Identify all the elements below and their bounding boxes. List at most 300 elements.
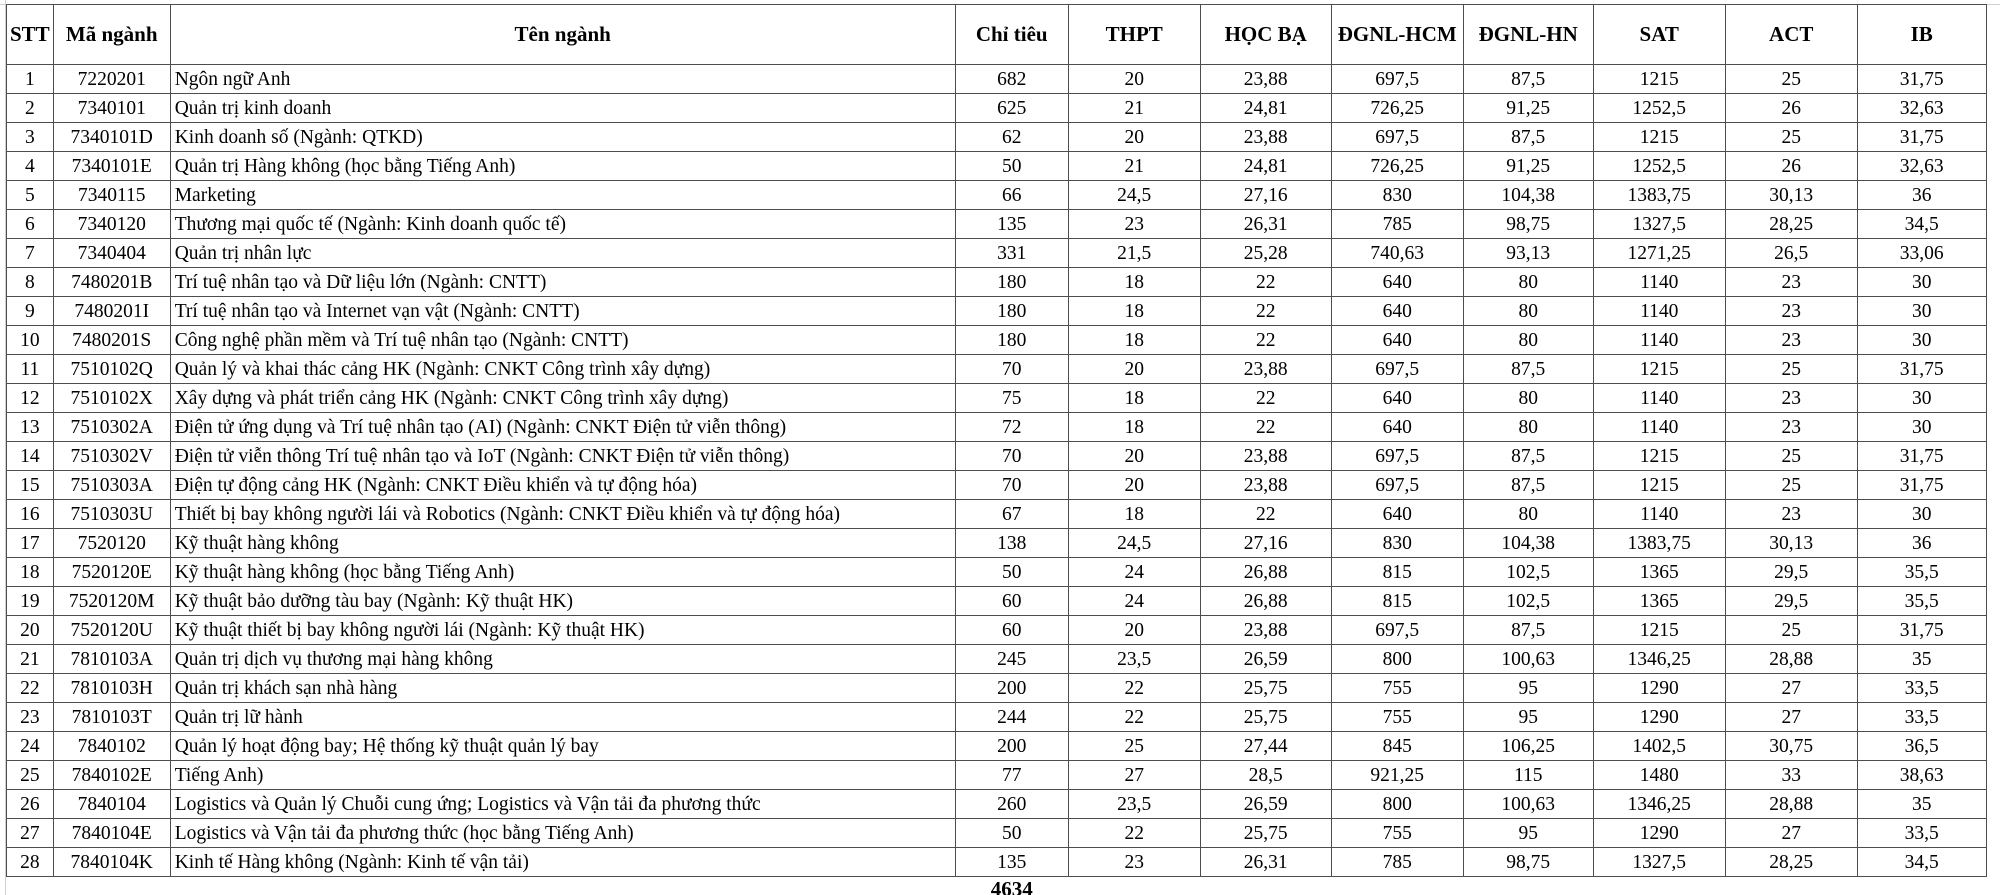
cell-dgnl-hcm[interactable]: 697,5 — [1331, 471, 1463, 500]
cell-sat[interactable]: 1480 — [1593, 761, 1725, 790]
cell-hoc-ba[interactable]: 25,75 — [1200, 674, 1331, 703]
cell-thpt[interactable]: 20 — [1068, 65, 1200, 94]
cell-dgnl-hn[interactable]: 102,5 — [1463, 558, 1593, 587]
cell-dgnl-hcm[interactable]: 697,5 — [1331, 123, 1463, 152]
cell-thpt[interactable]: 18 — [1068, 384, 1200, 413]
cell-chi-tieu[interactable]: 625 — [955, 94, 1068, 123]
cell-dgnl-hcm[interactable]: 785 — [1331, 210, 1463, 239]
cell-stt[interactable]: 19 — [7, 587, 54, 616]
cell-ma-nganh[interactable]: 7810103A — [53, 645, 170, 674]
cell-act[interactable]: 23 — [1725, 326, 1857, 355]
cell-ma-nganh[interactable]: 7510303U — [53, 500, 170, 529]
cell-hoc-ba[interactable]: 23,88 — [1200, 355, 1331, 384]
cell-chi-tieu[interactable]: 62 — [955, 123, 1068, 152]
cell-ma-nganh[interactable]: 7340115 — [53, 181, 170, 210]
cell-ma-nganh[interactable]: 7840104K — [53, 848, 170, 877]
cell-ib[interactable]: 31,75 — [1857, 65, 1986, 94]
cell-ten-nganh[interactable]: Điện tử viễn thông Trí tuệ nhân tạo và IoT (Ngành: CNKT Điện tử viễn thông) — [170, 442, 955, 471]
cell-chi-tieu[interactable]: 200 — [955, 674, 1068, 703]
cell-dgnl-hcm[interactable]: 845 — [1331, 732, 1463, 761]
cell-ma-nganh[interactable]: 7510302V — [53, 442, 170, 471]
cell-dgnl-hcm[interactable]: 800 — [1331, 645, 1463, 674]
cell-dgnl-hn[interactable]: 80 — [1463, 326, 1593, 355]
cell-ten-nganh[interactable]: Trí tuệ nhân tạo và Internet vạn vật (Ngành: CNTT) — [170, 297, 955, 326]
cell-stt[interactable]: 20 — [7, 616, 54, 645]
cell-sat[interactable]: 1215 — [1593, 442, 1725, 471]
cell-ib[interactable]: 36,5 — [1857, 732, 1986, 761]
cell-act[interactable]: 27 — [1725, 819, 1857, 848]
cell-ma-nganh[interactable]: 7340101D — [53, 123, 170, 152]
cell-dgnl-hcm[interactable]: 815 — [1331, 587, 1463, 616]
cell-dgnl-hn[interactable]: 115 — [1463, 761, 1593, 790]
cell-thpt[interactable]: 23 — [1068, 848, 1200, 877]
cell-ib[interactable]: 33,5 — [1857, 674, 1986, 703]
cell-sat[interactable]: 1365 — [1593, 558, 1725, 587]
cell-ten-nganh[interactable]: Marketing — [170, 181, 955, 210]
cell-sat[interactable]: 1215 — [1593, 355, 1725, 384]
cell-ma-nganh[interactable]: 7510302A — [53, 413, 170, 442]
cell-ten-nganh[interactable]: Tiếng Anh) — [170, 761, 955, 790]
cell-ib[interactable]: 30 — [1857, 268, 1986, 297]
cell-act[interactable]: 29,5 — [1725, 587, 1857, 616]
cell-dgnl-hcm[interactable]: 740,63 — [1331, 239, 1463, 268]
cell-hoc-ba[interactable]: 26,31 — [1200, 848, 1331, 877]
cell-hoc-ba[interactable]: 23,88 — [1200, 442, 1331, 471]
cell-sat[interactable]: 1327,5 — [1593, 210, 1725, 239]
cell-stt[interactable]: 14 — [7, 442, 54, 471]
cell-act[interactable]: 25 — [1725, 65, 1857, 94]
cell-ma-nganh[interactable]: 7840104 — [53, 790, 170, 819]
cell-sat[interactable]: 1346,25 — [1593, 645, 1725, 674]
cell-act[interactable]: 28,25 — [1725, 210, 1857, 239]
cell-ib[interactable]: 35,5 — [1857, 587, 1986, 616]
cell-stt[interactable]: 6 — [7, 210, 54, 239]
cell-ten-nganh[interactable]: Quản lý hoạt động bay; Hệ thống kỹ thuật quản lý bay — [170, 732, 955, 761]
cell-chi-tieu[interactable]: 75 — [955, 384, 1068, 413]
cell-stt[interactable]: 8 — [7, 268, 54, 297]
cell-dgnl-hcm[interactable]: 785 — [1331, 848, 1463, 877]
cell-ma-nganh[interactable]: 7810103H — [53, 674, 170, 703]
cell-ma-nganh[interactable]: 7480201I — [53, 297, 170, 326]
cell-chi-tieu[interactable]: 50 — [955, 152, 1068, 181]
cell-thpt[interactable]: 24,5 — [1068, 181, 1200, 210]
cell-ib[interactable]: 31,75 — [1857, 442, 1986, 471]
cell-dgnl-hcm[interactable]: 800 — [1331, 790, 1463, 819]
cell-chi-tieu[interactable]: 138 — [955, 529, 1068, 558]
cell-ma-nganh[interactable]: 7510102X — [53, 384, 170, 413]
cell-chi-tieu[interactable]: 682 — [955, 65, 1068, 94]
cell-ma-nganh[interactable]: 7340120 — [53, 210, 170, 239]
cell-dgnl-hcm[interactable]: 640 — [1331, 384, 1463, 413]
cell-ten-nganh[interactable]: Kinh tế Hàng không (Ngành: Kinh tế vận tải) — [170, 848, 955, 877]
cell-sat[interactable]: 1365 — [1593, 587, 1725, 616]
cell-ib[interactable]: 34,5 — [1857, 210, 1986, 239]
cell-dgnl-hn[interactable]: 80 — [1463, 268, 1593, 297]
cell-act[interactable]: 25 — [1725, 471, 1857, 500]
cell-dgnl-hcm[interactable]: 697,5 — [1331, 616, 1463, 645]
cell-dgnl-hn[interactable]: 80 — [1463, 384, 1593, 413]
cell-ten-nganh[interactable]: Logistics và Vận tải đa phương thức (học bằng Tiếng Anh) — [170, 819, 955, 848]
cell-ten-nganh[interactable]: Kỹ thuật thiết bị bay không người lái (Ngành: Kỹ thuật HK) — [170, 616, 955, 645]
cell-ib[interactable]: 30 — [1857, 326, 1986, 355]
cell-ten-nganh[interactable]: Điện tự động cảng HK (Ngành: CNKT Điều khiển và tự động hóa) — [170, 471, 955, 500]
cell-hoc-ba[interactable]: 22 — [1200, 413, 1331, 442]
cell-dgnl-hcm[interactable]: 726,25 — [1331, 152, 1463, 181]
cell-hoc-ba[interactable]: 26,59 — [1200, 790, 1331, 819]
header-hoc-ba[interactable]: HỌC BẠ — [1200, 5, 1331, 65]
cell-chi-tieu[interactable]: 244 — [955, 703, 1068, 732]
cell-dgnl-hn[interactable]: 87,5 — [1463, 471, 1593, 500]
cell-thpt[interactable]: 18 — [1068, 297, 1200, 326]
cell-thpt[interactable]: 18 — [1068, 268, 1200, 297]
cell-act[interactable]: 23 — [1725, 297, 1857, 326]
cell-dgnl-hn[interactable]: 98,75 — [1463, 210, 1593, 239]
cell-sat[interactable]: 1252,5 — [1593, 152, 1725, 181]
cell-stt[interactable]: 15 — [7, 471, 54, 500]
cell-ib[interactable]: 31,75 — [1857, 355, 1986, 384]
cell-sat[interactable]: 1140 — [1593, 326, 1725, 355]
cell-sat[interactable]: 1140 — [1593, 413, 1725, 442]
cell-ib[interactable]: 30 — [1857, 500, 1986, 529]
cell-ten-nganh[interactable]: Thương mại quốc tế (Ngành: Kinh doanh quốc tế) — [170, 210, 955, 239]
cell-dgnl-hn[interactable]: 106,25 — [1463, 732, 1593, 761]
cell-ten-nganh[interactable]: Quản trị dịch vụ thương mại hàng không — [170, 645, 955, 674]
cell-ma-nganh[interactable]: 7480201B — [53, 268, 170, 297]
cell-thpt[interactable]: 22 — [1068, 819, 1200, 848]
cell-hoc-ba[interactable]: 26,59 — [1200, 645, 1331, 674]
cell-sat[interactable]: 1140 — [1593, 297, 1725, 326]
cell-sat[interactable]: 1290 — [1593, 703, 1725, 732]
cell-ib[interactable]: 34,5 — [1857, 848, 1986, 877]
header-chi-tieu[interactable]: Chỉ tiêu — [955, 5, 1068, 65]
cell-act[interactable]: 26,5 — [1725, 239, 1857, 268]
cell-ma-nganh[interactable]: 7220201 — [53, 65, 170, 94]
cell-stt[interactable]: 18 — [7, 558, 54, 587]
cell-ma-nganh[interactable]: 7520120M — [53, 587, 170, 616]
cell-ma-nganh[interactable]: 7480201S — [53, 326, 170, 355]
cell-act[interactable]: 28,88 — [1725, 790, 1857, 819]
cell-thpt[interactable]: 27 — [1068, 761, 1200, 790]
cell-dgnl-hn[interactable]: 95 — [1463, 703, 1593, 732]
cell-dgnl-hn[interactable]: 80 — [1463, 500, 1593, 529]
cell-dgnl-hn[interactable]: 87,5 — [1463, 123, 1593, 152]
cell-stt[interactable]: 25 — [7, 761, 54, 790]
cell-hoc-ba[interactable]: 24,81 — [1200, 94, 1331, 123]
cell-thpt[interactable]: 21 — [1068, 94, 1200, 123]
cell-thpt[interactable]: 21 — [1068, 152, 1200, 181]
cell-dgnl-hn[interactable]: 87,5 — [1463, 65, 1593, 94]
cell-thpt[interactable]: 24 — [1068, 587, 1200, 616]
cell-thpt[interactable]: 20 — [1068, 442, 1200, 471]
cell-ib[interactable]: 33,5 — [1857, 703, 1986, 732]
cell-stt[interactable]: 24 — [7, 732, 54, 761]
cell-stt[interactable]: 27 — [7, 819, 54, 848]
cell-dgnl-hcm[interactable]: 640 — [1331, 326, 1463, 355]
cell-ten-nganh[interactable]: Kỹ thuật hàng không (học bằng Tiếng Anh) — [170, 558, 955, 587]
header-ma-nganh[interactable]: Mã ngành — [53, 5, 170, 65]
cell-ten-nganh[interactable]: Quản trị khách sạn nhà hàng — [170, 674, 955, 703]
cell-ten-nganh[interactable]: Quản trị lữ hành — [170, 703, 955, 732]
cell-ma-nganh[interactable]: 7340101E — [53, 152, 170, 181]
cell-chi-tieu[interactable]: 50 — [955, 558, 1068, 587]
cell-act[interactable]: 23 — [1725, 384, 1857, 413]
cell-sat[interactable]: 1290 — [1593, 674, 1725, 703]
cell-ma-nganh[interactable]: 7510303A — [53, 471, 170, 500]
cell-ma-nganh[interactable]: 7510102Q — [53, 355, 170, 384]
cell-dgnl-hn[interactable]: 104,38 — [1463, 181, 1593, 210]
cell-act[interactable]: 27 — [1725, 674, 1857, 703]
cell-chi-tieu[interactable]: 60 — [955, 616, 1068, 645]
cell-sat[interactable]: 1252,5 — [1593, 94, 1725, 123]
cell-dgnl-hn[interactable]: 80 — [1463, 413, 1593, 442]
header-ib[interactable]: IB — [1857, 5, 1986, 65]
cell-thpt[interactable]: 23,5 — [1068, 645, 1200, 674]
cell-ib[interactable]: 30 — [1857, 384, 1986, 413]
cell-ten-nganh[interactable]: Quản trị Hàng không (học bằng Tiếng Anh) — [170, 152, 955, 181]
cell-dgnl-hcm[interactable]: 640 — [1331, 500, 1463, 529]
cell-act[interactable]: 23 — [1725, 413, 1857, 442]
cell-dgnl-hcm[interactable]: 755 — [1331, 819, 1463, 848]
cell-chi-tieu[interactable]: 245 — [955, 645, 1068, 674]
header-dgnl-hcm[interactable]: ĐGNL-HCM — [1331, 5, 1463, 65]
cell-act[interactable]: 25 — [1725, 355, 1857, 384]
cell-stt[interactable]: 3 — [7, 123, 54, 152]
cell-ten-nganh[interactable]: Công nghệ phần mềm và Trí tuệ nhân tạo (Ngành: CNTT) — [170, 326, 955, 355]
cell-sat[interactable]: 1140 — [1593, 384, 1725, 413]
cell-hoc-ba[interactable]: 28,5 — [1200, 761, 1331, 790]
cell-hoc-ba[interactable]: 23,88 — [1200, 471, 1331, 500]
cell-chi-tieu[interactable]: 72 — [955, 413, 1068, 442]
cell-stt[interactable]: 2 — [7, 94, 54, 123]
cell-stt[interactable]: 4 — [7, 152, 54, 181]
cell-dgnl-hcm[interactable]: 640 — [1331, 268, 1463, 297]
header-act[interactable]: ACT — [1725, 5, 1857, 65]
cell-chi-tieu[interactable]: 180 — [955, 326, 1068, 355]
cell-chi-tieu[interactable]: 60 — [955, 587, 1068, 616]
cell-chi-tieu[interactable]: 67 — [955, 500, 1068, 529]
cell-hoc-ba[interactable]: 24,81 — [1200, 152, 1331, 181]
cell-dgnl-hn[interactable]: 87,5 — [1463, 442, 1593, 471]
cell-chi-tieu[interactable]: 66 — [955, 181, 1068, 210]
cell-ma-nganh[interactable]: 7340101 — [53, 94, 170, 123]
cell-act[interactable]: 30,13 — [1725, 181, 1857, 210]
cell-hoc-ba[interactable]: 27,44 — [1200, 732, 1331, 761]
cell-hoc-ba[interactable]: 26,88 — [1200, 558, 1331, 587]
cell-stt[interactable]: 9 — [7, 297, 54, 326]
cell-ib[interactable]: 36 — [1857, 181, 1986, 210]
cell-stt[interactable]: 17 — [7, 529, 54, 558]
cell-stt[interactable]: 23 — [7, 703, 54, 732]
cell-ten-nganh[interactable]: Quản trị kinh doanh — [170, 94, 955, 123]
header-dgnl-hn[interactable]: ĐGNL-HN — [1463, 5, 1593, 65]
cell-ten-nganh[interactable]: Trí tuệ nhân tạo và Dữ liệu lớn (Ngành: CNTT) — [170, 268, 955, 297]
cell-sat[interactable]: 1346,25 — [1593, 790, 1725, 819]
cell-sat[interactable]: 1140 — [1593, 500, 1725, 529]
cell-stt[interactable]: 11 — [7, 355, 54, 384]
cell-chi-tieu[interactable]: 135 — [955, 210, 1068, 239]
cell-hoc-ba[interactable]: 26,88 — [1200, 587, 1331, 616]
cell-dgnl-hn[interactable]: 98,75 — [1463, 848, 1593, 877]
cell-chi-tieu[interactable]: 331 — [955, 239, 1068, 268]
cell-ib[interactable]: 33,5 — [1857, 819, 1986, 848]
cell-chi-tieu[interactable]: 70 — [955, 355, 1068, 384]
cell-sat[interactable]: 1327,5 — [1593, 848, 1725, 877]
cell-ten-nganh[interactable]: Xây dựng và phát triển cảng HK (Ngành: CNKT Công trình xây dựng) — [170, 384, 955, 413]
cell-ib[interactable]: 31,75 — [1857, 123, 1986, 152]
cell-thpt[interactable]: 22 — [1068, 674, 1200, 703]
cell-hoc-ba[interactable]: 22 — [1200, 268, 1331, 297]
cell-act[interactable]: 23 — [1725, 500, 1857, 529]
cell-ten-nganh[interactable]: Quản lý và khai thác cảng HK (Ngành: CNKT Công trình xây dựng) — [170, 355, 955, 384]
cell-dgnl-hcm[interactable]: 697,5 — [1331, 355, 1463, 384]
cell-ten-nganh[interactable]: Kỹ thuật bảo dưỡng tàu bay (Ngành: Kỹ thuật HK) — [170, 587, 955, 616]
cell-thpt[interactable]: 20 — [1068, 616, 1200, 645]
cell-sat[interactable]: 1215 — [1593, 123, 1725, 152]
cell-ma-nganh[interactable]: 7840102E — [53, 761, 170, 790]
cell-dgnl-hcm[interactable]: 921,25 — [1331, 761, 1463, 790]
cell-dgnl-hn[interactable]: 91,25 — [1463, 94, 1593, 123]
cell-thpt[interactable]: 25 — [1068, 732, 1200, 761]
cell-ib[interactable]: 32,63 — [1857, 94, 1986, 123]
cell-ib[interactable]: 33,06 — [1857, 239, 1986, 268]
cell-ten-nganh[interactable]: Logistics và Quản lý Chuỗi cung ứng; Logistics và Vận tải đa phương thức — [170, 790, 955, 819]
cell-ib[interactable]: 35 — [1857, 645, 1986, 674]
cell-act[interactable]: 27 — [1725, 703, 1857, 732]
cell-chi-tieu[interactable]: 180 — [955, 268, 1068, 297]
cell-act[interactable]: 26 — [1725, 152, 1857, 181]
cell-dgnl-hn[interactable]: 93,13 — [1463, 239, 1593, 268]
cell-thpt[interactable]: 20 — [1068, 471, 1200, 500]
cell-dgnl-hn[interactable]: 95 — [1463, 674, 1593, 703]
cell-ma-nganh[interactable]: 7840104E — [53, 819, 170, 848]
cell-thpt[interactable]: 23 — [1068, 210, 1200, 239]
header-thpt[interactable]: THPT — [1068, 5, 1200, 65]
cell-chi-tieu[interactable]: 260 — [955, 790, 1068, 819]
cell-chi-tieu[interactable]: 70 — [955, 471, 1068, 500]
cell-chi-tieu[interactable]: 77 — [955, 761, 1068, 790]
header-stt[interactable]: STT — [7, 5, 54, 65]
cell-thpt[interactable]: 22 — [1068, 703, 1200, 732]
cell-hoc-ba[interactable]: 22 — [1200, 384, 1331, 413]
cell-ib[interactable]: 32,63 — [1857, 152, 1986, 181]
cell-dgnl-hcm[interactable]: 640 — [1331, 297, 1463, 326]
cell-stt[interactable]: 7 — [7, 239, 54, 268]
cell-sat[interactable]: 1215 — [1593, 65, 1725, 94]
cell-sat[interactable]: 1383,75 — [1593, 181, 1725, 210]
cell-thpt[interactable]: 23,5 — [1068, 790, 1200, 819]
cell-ma-nganh[interactable]: 7520120 — [53, 529, 170, 558]
cell-act[interactable]: 25 — [1725, 616, 1857, 645]
cell-stt[interactable]: 28 — [7, 848, 54, 877]
cell-chi-tieu[interactable]: 200 — [955, 732, 1068, 761]
cell-thpt[interactable]: 21,5 — [1068, 239, 1200, 268]
cell-ten-nganh[interactable]: Điện tử ứng dụng và Trí tuệ nhân tạo (AI) (Ngành: CNKT Điện tử viễn thông) — [170, 413, 955, 442]
cell-ten-nganh[interactable]: Thiết bị bay không người lái và Robotics (Ngành: CNKT Điều khiển và tự động hóa) — [170, 500, 955, 529]
cell-hoc-ba[interactable]: 25,75 — [1200, 819, 1331, 848]
cell-ten-nganh[interactable]: Ngôn ngữ Anh — [170, 65, 955, 94]
cell-dgnl-hcm[interactable]: 697,5 — [1331, 65, 1463, 94]
cell-sat[interactable]: 1383,75 — [1593, 529, 1725, 558]
cell-ib[interactable]: 30 — [1857, 297, 1986, 326]
cell-thpt[interactable]: 24 — [1068, 558, 1200, 587]
cell-stt[interactable]: 12 — [7, 384, 54, 413]
cell-ib[interactable]: 31,75 — [1857, 616, 1986, 645]
cell-thpt[interactable]: 18 — [1068, 413, 1200, 442]
cell-stt[interactable]: 1 — [7, 65, 54, 94]
cell-stt[interactable]: 26 — [7, 790, 54, 819]
cell-ma-nganh[interactable]: 7340404 — [53, 239, 170, 268]
cell-dgnl-hcm[interactable]: 815 — [1331, 558, 1463, 587]
cell-act[interactable]: 30,13 — [1725, 529, 1857, 558]
cell-hoc-ba[interactable]: 27,16 — [1200, 181, 1331, 210]
cell-stt[interactable]: 13 — [7, 413, 54, 442]
cell-hoc-ba[interactable]: 22 — [1200, 297, 1331, 326]
cell-dgnl-hcm[interactable]: 755 — [1331, 703, 1463, 732]
cell-dgnl-hn[interactable]: 87,5 — [1463, 616, 1593, 645]
cell-hoc-ba[interactable]: 22 — [1200, 500, 1331, 529]
cell-hoc-ba[interactable]: 25,75 — [1200, 703, 1331, 732]
cell-act[interactable]: 25 — [1725, 442, 1857, 471]
cell-chi-tieu[interactable]: 180 — [955, 297, 1068, 326]
cell-act[interactable]: 29,5 — [1725, 558, 1857, 587]
cell-dgnl-hn[interactable]: 100,63 — [1463, 645, 1593, 674]
cell-thpt[interactable]: 18 — [1068, 500, 1200, 529]
cell-sat[interactable]: 1402,5 — [1593, 732, 1725, 761]
cell-stt[interactable]: 16 — [7, 500, 54, 529]
cell-sat[interactable]: 1290 — [1593, 819, 1725, 848]
cell-sat[interactable]: 1215 — [1593, 616, 1725, 645]
cell-act[interactable]: 30,75 — [1725, 732, 1857, 761]
cell-thpt[interactable]: 24,5 — [1068, 529, 1200, 558]
cell-thpt[interactable]: 20 — [1068, 355, 1200, 384]
header-sat[interactable]: SAT — [1593, 5, 1725, 65]
cell-hoc-ba[interactable]: 26,31 — [1200, 210, 1331, 239]
cell-ma-nganh[interactable]: 7520120E — [53, 558, 170, 587]
cell-ten-nganh[interactable]: Kinh doanh số (Ngành: QTKD) — [170, 123, 955, 152]
cell-sat[interactable]: 1271,25 — [1593, 239, 1725, 268]
cell-hoc-ba[interactable]: 23,88 — [1200, 123, 1331, 152]
cell-act[interactable]: 28,88 — [1725, 645, 1857, 674]
cell-chi-tieu[interactable]: 50 — [955, 819, 1068, 848]
cell-hoc-ba[interactable]: 25,28 — [1200, 239, 1331, 268]
cell-thpt[interactable]: 18 — [1068, 326, 1200, 355]
cell-stt[interactable]: 21 — [7, 645, 54, 674]
cell-dgnl-hcm[interactable]: 726,25 — [1331, 94, 1463, 123]
cell-chi-tieu[interactable]: 70 — [955, 442, 1068, 471]
header-ten-nganh[interactable]: Tên ngành — [170, 5, 955, 65]
cell-hoc-ba[interactable]: 27,16 — [1200, 529, 1331, 558]
cell-dgnl-hcm[interactable]: 830 — [1331, 529, 1463, 558]
cell-act[interactable]: 26 — [1725, 94, 1857, 123]
cell-dgnl-hn[interactable]: 100,63 — [1463, 790, 1593, 819]
cell-dgnl-hcm[interactable]: 697,5 — [1331, 442, 1463, 471]
cell-ma-nganh[interactable]: 7810103T — [53, 703, 170, 732]
cell-act[interactable]: 28,25 — [1725, 848, 1857, 877]
cell-stt[interactable]: 22 — [7, 674, 54, 703]
cell-act[interactable]: 23 — [1725, 268, 1857, 297]
cell-dgnl-hcm[interactable]: 640 — [1331, 413, 1463, 442]
cell-hoc-ba[interactable]: 23,88 — [1200, 616, 1331, 645]
total-chi-tieu[interactable]: 4634 — [990, 877, 1033, 895]
cell-hoc-ba[interactable]: 23,88 — [1200, 65, 1331, 94]
cell-ib[interactable]: 36 — [1857, 529, 1986, 558]
cell-stt[interactable]: 5 — [7, 181, 54, 210]
cell-sat[interactable]: 1215 — [1593, 471, 1725, 500]
cell-ten-nganh[interactable]: Kỹ thuật hàng không — [170, 529, 955, 558]
cell-ib[interactable]: 35,5 — [1857, 558, 1986, 587]
cell-hoc-ba[interactable]: 22 — [1200, 326, 1331, 355]
cell-stt[interactable]: 10 — [7, 326, 54, 355]
